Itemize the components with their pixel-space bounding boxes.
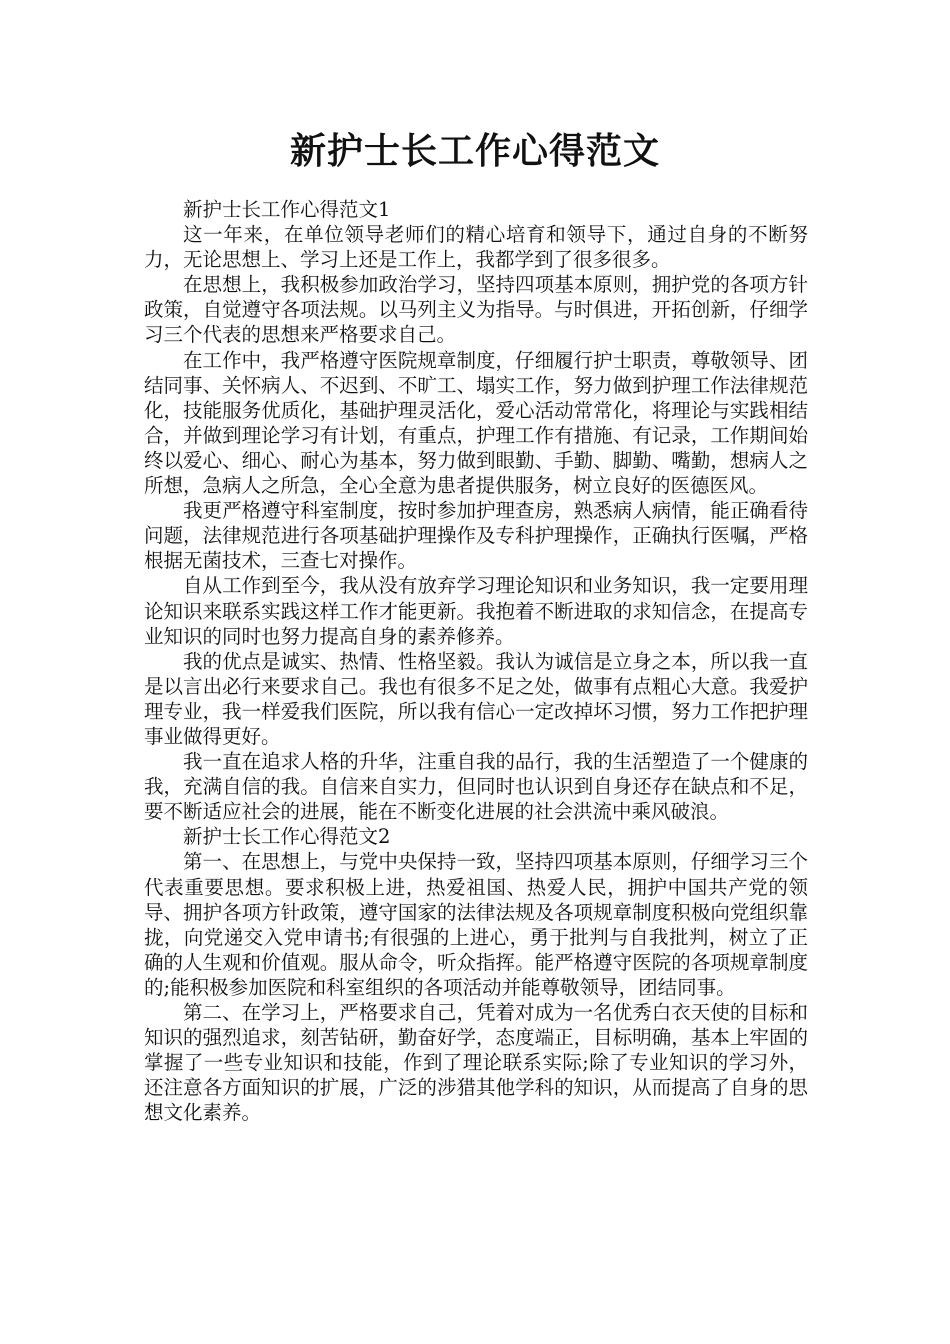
paragraph: 我一直在追求人格的升华，注重自我的品行，我的生活塑造了一个健康的我，充满自信的我。自信来自实力，但同时也认识到自身还存在缺点和不足，要不断适应社会的进展，能在不断变化进展的社会洪流中乘风破浪。 [144, 750, 808, 824]
section-heading-1: 新护士长工作心得范文1 [183, 198, 391, 221]
paragraph: 这一年来，在单位领导老师们的精心培育和领导下，通过自身的不断努力，无论思想上、学习上还是工作上，我都学到了很多很多。 [144, 223, 808, 272]
section-heading-2: 新护士长工作心得范文2 [183, 825, 391, 849]
document-title: 新护士长工作心得范文 [289, 131, 660, 172]
paragraph: 在工作中，我严格遵守医院规章制度，仔细履行护士职责，尊敬领导、团结同事、关怀病人、不迟到、不旷工、塌实工作，努力做到护理工作法律规范化，技能服务优质化，基础护理灵活化，爱心活动常常化，将理论与实践相结合，并做到理论学习有计划，有重点，护理工作有措施、有记录，工作期间始终以爱心、细心、耐心为基本，努力做到眼勤、手勤、脚勤、嘴勤，想病人之所想，急病人之所急，全心全意为患者提供服务，树立良好的医德医风。 [144, 348, 808, 498]
paragraph: 自从工作到至今，我从没有放弃学习理论知识和业务知识，我一定要用理论知识来联系实践这样工作才能更新。我抱着不断进取的求知信念，在提高专业知识的同时也努力提高自身的素养修养。 [144, 574, 808, 648]
paragraph: 第一、在思想上，与党中央保持一致，坚持四项基本原则，仔细学习三个代表重要思想。要求积极上进，热爱祖国、热爱人民，拥护中国共产党的领导、拥护各项方针政策，遵守国家的法律法规及各项规章制度积极向党组织靠拢，向党递交入党申请书;有很强的上进心，勇于批判与自我批判，树立了正确的人生观和价值观。服从命令，听众指挥。能严格遵守医院的各项规章制度的;能积极参加医院和科室组织的各项活动并能尊敬领导，团结同事。 [144, 850, 808, 999]
paragraph: 在思想上，我积极参加政治学习，坚持四项基本原则，拥护党的各项方针政策，自觉遵守各项法规。以马列主义为指导。与时俱进，开拓创新，仔细学习三个代表的思想来严格要求自己。 [144, 273, 808, 347]
paragraph: 第二、在学习上，严格要求自己，凭着对成为一名优秀白衣天使的目标和知识的强烈追求，刻苦钻研，勤奋好学，态度端正，目标明确，基本上牢固的掌握了一些专业知识和技能，作到了理论联系实际;除了专业知识的学习外，还注意各方面知识的扩展，广泛的涉猎其他学科的知识，从而提高了自身的思想文化素养。 [144, 1001, 808, 1125]
paragraph: 我的优点是诚实、热情、性格坚毅。我认为诚信是立身之本，所以我一直是以言出必行来要求自己。我也有很多不足之处，做事有点粗心大意。我爱护理专业，我一样爱我们医院，所以我有信心一定改掉坏习惯，努力工作把护理事业做得更好。 [144, 649, 808, 748]
paragraph: 我更严格遵守科室制度，按时参加护理查房，熟悉病人病情，能正确看待问题，法律规范进行各项基础护理操作及专科护理操作，正确执行医嘱，严格根据无菌技术，三查七对操作。 [144, 499, 808, 573]
document-body [144, 197, 808, 1125]
